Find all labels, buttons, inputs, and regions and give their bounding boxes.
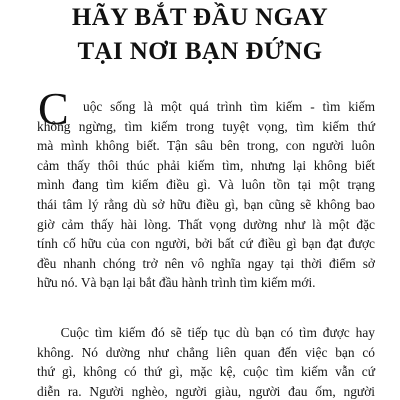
text-line: cảm thấy thôi thúc phải kiếm tìm, nhưng lại không biết (37, 157, 375, 173)
text-line: mà mình không biết. Tận sâu bên trong, con người luôn (37, 138, 375, 154)
text-line: diễn ra. Người nghèo, người giàu, người đau ốm, người (37, 383, 375, 399)
text-line: giờ cảm thấy hài lòng. Thất vọng dường như là một đặc (37, 216, 375, 232)
text-line: đều nhanh chóng trở nên vô nghĩa ngay tại thời điểm sở (37, 255, 375, 271)
chapter-title-line-2: TẠI NƠI BẠN ĐỨNG (77, 38, 323, 65)
text-line: hữu nó. Và bạn lại bắt đầu hành trình tìm kiếm mới. (37, 275, 316, 291)
text-line: không ngừng, tìm kiếm trong tuyệt vọng, tìm kiếm thứ (37, 118, 375, 134)
text-line: Cuộc tìm kiếm đó sẽ tiếp tục dù bạn có tìm được hay (37, 325, 375, 340)
text-line: mình đang tìm kiếm điều gì. Và luôn tồn tại một trạng (37, 177, 375, 193)
paragraph-2 (37, 323, 375, 400)
paragraph-1 (37, 97, 375, 293)
chapter-title-line-1: HÃY BẮT ĐẦU NGAY (71, 4, 329, 31)
text-line: uộc sống là một quá trình tìm kiếm - tìm kiếm (83, 99, 375, 114)
text-line: thái tâm lý rằng dù sở hữu điều gì, bạn cũng sẽ không bao (37, 196, 375, 212)
text-line: tính cố hữu của con người, bởi bất cứ điều gì bạn đạt được (37, 236, 375, 252)
text-line: không. Nó dường như chẳng liên quan đến việc bạn có (37, 344, 375, 360)
drop-cap: C (38, 83, 69, 134)
text-line: thứ gì, không có thứ gì, mặc kệ, cuộc tìm kiếm vẫn cứ (37, 364, 375, 380)
